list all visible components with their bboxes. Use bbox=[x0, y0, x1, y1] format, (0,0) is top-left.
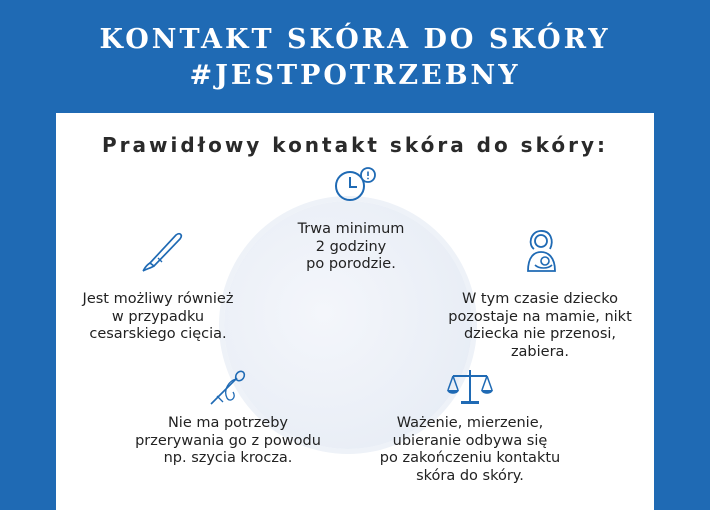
item-text-duration bbox=[271, 221, 431, 274]
item-line: cesarskiego cięcia. bbox=[89, 326, 227, 342]
item-line: skóra do skóry. bbox=[416, 467, 524, 484]
item-line: po zakończeniu kontaktu bbox=[379, 450, 561, 466]
item-line: przerywania go z powodu bbox=[135, 432, 321, 449]
scalpel-icon bbox=[142, 230, 184, 272]
card-title: Prawidłowy kontakt skóra do skóry: bbox=[102, 133, 608, 157]
item-line: zabiera. bbox=[510, 343, 570, 360]
item-line: 2 godziny bbox=[315, 238, 387, 255]
info-card bbox=[56, 113, 654, 510]
item-text-stitching bbox=[108, 415, 348, 468]
item-line: Jest możliwy również bbox=[82, 291, 234, 307]
clock-icon bbox=[333, 167, 377, 203]
item-line: Trwa minimum bbox=[297, 221, 405, 237]
item-line: po porodzie. bbox=[306, 256, 396, 272]
item-text-stay-on-mother bbox=[435, 291, 645, 361]
item-line: W tym czasie dziecko bbox=[461, 291, 619, 307]
item-line: np. szycia krocza. bbox=[163, 450, 293, 466]
header-title: KONTAKT SKÓRA DO SKÓRY bbox=[99, 24, 611, 55]
header-hashtag: #JESTPOTRZEBNY bbox=[189, 60, 521, 91]
item-line: dziecka nie przenosi, bbox=[463, 326, 617, 342]
mother-baby-icon bbox=[524, 227, 560, 273]
item-text-weighing bbox=[356, 415, 584, 485]
item-line: Ważenie, mierzenie, bbox=[396, 415, 544, 431]
item-line: w przypadku bbox=[111, 308, 205, 325]
item-line: Nie ma potrzeby bbox=[167, 415, 289, 431]
item-line: ubieranie odbywa się bbox=[392, 432, 548, 449]
item-text-cesarean bbox=[62, 291, 254, 344]
page-header bbox=[0, 22, 710, 94]
scale-icon bbox=[447, 368, 493, 406]
item-line: pozostaje na mamie, nikt bbox=[448, 308, 632, 325]
suture-needle-icon bbox=[207, 368, 249, 408]
